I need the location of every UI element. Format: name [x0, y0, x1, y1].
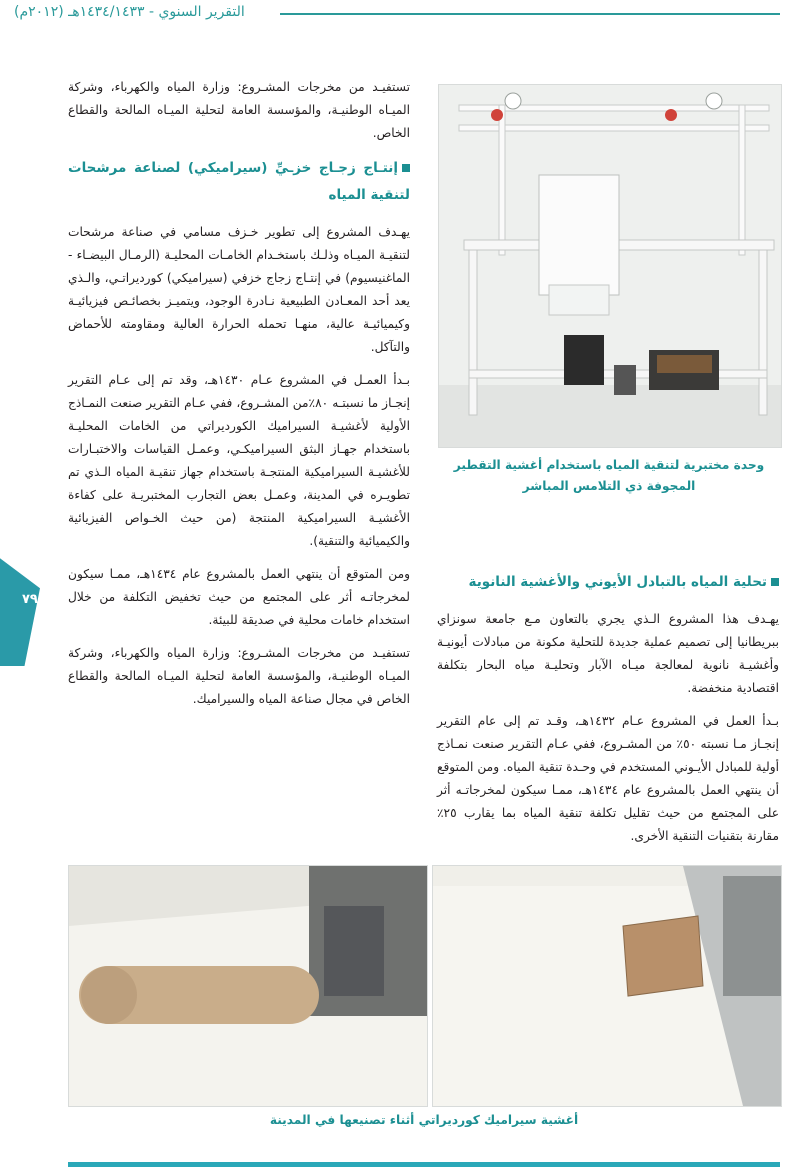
left-text-column: [68, 76, 410, 721]
paragraph-goal: يهـدف المشروع إلى تطوير خـزف مسامي في صناعة مرشحات لتنقيـة الميـاه وذلـك باستخـدام الخامـات المحليـة (الرمـال البيضـاء - الماغنيسيوم) في إنتـاج زجاج خزفي (سيراميكي) كورديراتـي، والـذي يعد أحد المعـادن الطبيعية نـادرة الوجود، ويتميـز بخصائـص فيزيائيـة وكيميائيـة عالية، منهـا تحمله الحرارة العالية ومقاومته للأحماض والتآكل.: [68, 225, 410, 354]
ceramic-sheet-photo: [432, 865, 782, 1107]
section-heading-text: إنتـاج زجـاج خزـيِّ (سيراميكي) لصناعة مرشحات لتنقية المياه: [68, 160, 410, 203]
square-bullet-icon: [402, 164, 410, 172]
footer-divider: [68, 1162, 780, 1167]
page-number: ٧٩: [22, 592, 38, 607]
section-heading-ceramic: [68, 155, 410, 209]
paragraph-progress: بـدأ العمـل في المشروع عـام ١٤٣٠هـ، وقد تم إلى عـام التقرير إنجـاز ما نسبتـه ٨٠٪من المشـروع، ففي عـام التقرير صنعت النمـاذج الأولية لأغشيـة السيراميك الكورديراتي من الخامات المحليـة باستخدام جهـاز البثق السيراميكـي، وعمـل القياسات والاختبـارات للأغشيـة السيراميكية المنتجـة باستخدام جهاز تنقيـة المياه الـذي تم تطويـره في المدينة، وعمـل بعض التجارب المختبريـة على كفاءة الأغشيـة السيراميكية المنتجة (من حيث الخـواص الفيزيائية والكيميائية والتنقية).: [68, 373, 411, 548]
right-text-column: [437, 565, 779, 858]
header-divider: [280, 13, 780, 15]
paragraph-beneficiaries: تستفيـد من مخرجات المشـروع: وزارة المياه والكهرباء، وشركة الميـاه الوطنيـة، والمؤسسة العامة لتحلية الميـاه المالحة والقطاع الخاص في مجال صناعة المياه والسيراميك.: [68, 646, 410, 706]
ceramic-photos-caption: أغشية سيراميك كورديراتي أثناء تصنيعها في المدينة: [269, 1113, 579, 1127]
square-bullet-icon: [771, 578, 779, 586]
lab-unit-caption: وحدة مختبرية لتنقية المياه باستخدام أغشية التقطير المجوفة ذي التلامس المباشر: [453, 458, 765, 493]
page-side-tab: [0, 558, 40, 666]
report-header-title: التقرير السنوي - ١٤٣٤/١٤٣٣هـ (٢٠١٢م): [14, 4, 245, 20]
paragraph-progress: بـدأ العمل في المشروع عـام ١٤٣٢هـ، وقـد تم إلى عام التقرير إنجـاز مـا نسبته ٥٠٪ من المشـروع، ففي عـام التقرير صنعت نمـاذج أولية للمبادل الأيـوني المستخدم في وحـدة تنقية المياه. ومن المتوقع أن ينتهي العمل بالمشروع عام ١٤٣٤هـ، ممـا سيكون لمخرجاتـه أثر على المجتمع من حيث تقليل تكلفة تنقية المياه بما يقارب ٢٥٪ مقارنة بتقنيات التنقية الأخرى.: [437, 714, 780, 843]
section-heading-desalination: [437, 569, 779, 596]
intro-paragraph: تستفيـد من مخرجات المشـروع: وزارة المياه والكهرباء، وشركة الميـاه الوطنيـة، والمؤسسة العامة لتحلية الميـاه المالحة والقطاع الخاص.: [68, 80, 410, 140]
lab-unit-photo: [438, 84, 782, 448]
paragraph-goal: يهـدف هذا المشروع الـذي يجري بالتعاون مـع جامعة سونزاي ببريطانيا إلى تصميم عملية جديدة للتحلية مكونة من مبادلات أيونيـة وأغشيـة نانوية لمعالجة ميـاه الآبار وتحليـة مياه البحار بتكلفة اقتصادية منخفضة.: [437, 612, 779, 695]
ceramic-tube-photo: [68, 865, 428, 1107]
paragraph-expected: ومن المتوقع أن ينتهي العمل بالمشروع عام ١٤٣٤هـ، ممـا سيكون لمخرجاتـه أثر على المجتمع من حيث تخفيض التكلفة من خلال استخدام خامات محلية في صديقة للبيئة.: [68, 567, 411, 627]
section-heading-text: تحلية المياه بالتبادل الأيوني والأغشية النانوية: [468, 574, 767, 590]
